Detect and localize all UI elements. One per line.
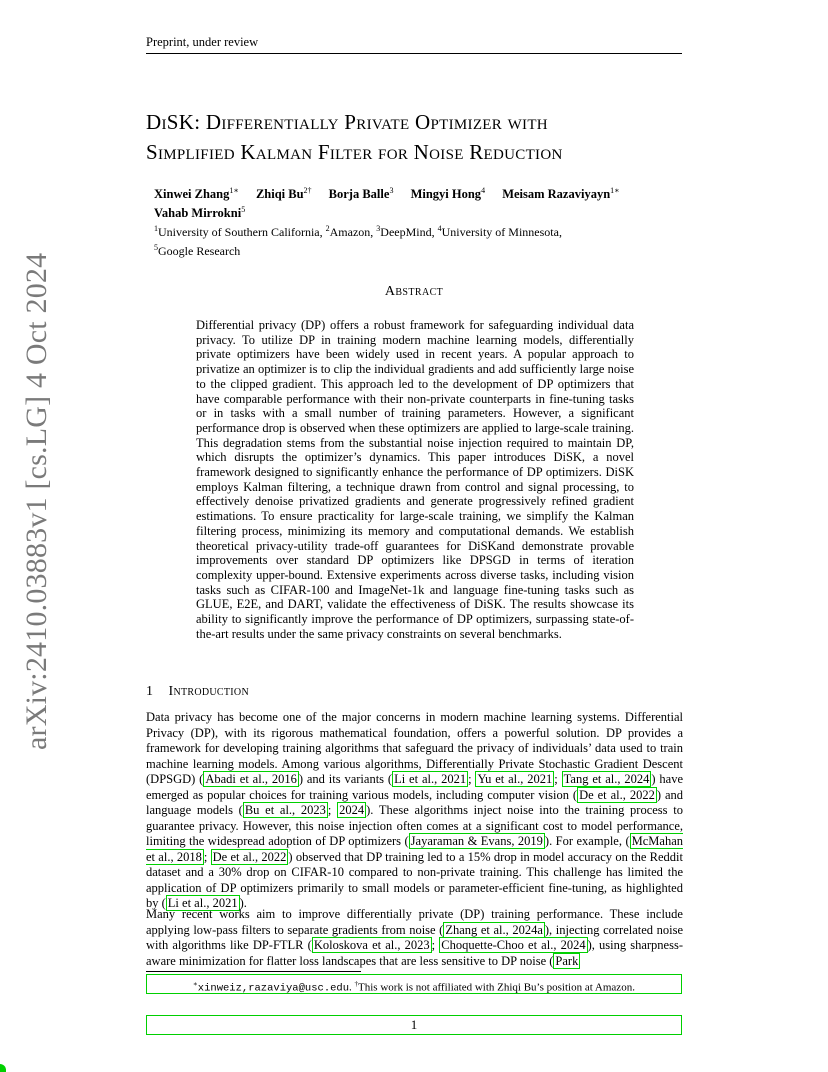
citation-link[interactable]: De et al., 2022 [579,787,655,802]
page-number[interactable]: 1 [146,1015,682,1035]
intro-paragraph-1: Data privacy has become one of the major concerns in modern machine learning systems. Differential Privacy (DP), with its rigorous mathematical foundation, offers a powerful solution. DP provides a framework for developing training algorithms that safeguard the privacy of individuals’ data used to train machine learning models. Among various algorithms, Differentially Private Stochastic Gradient Descent (DPSGD) ( Abadi et al., 2016 ) and its variants ( Li et al., 2021 ; Yu et al., 2021 ; Tang et al., 2024 ) have emerged as popular choices for training various models, including computer vision ( De et al., 2022 ) and language models ( Bu et al., 2023 ; 2024 ). These algorithms inject noise into the training process to guarantee privacy. However, this noise injection often comes at a significant cost to model performance, limiting the widespread adoption of DP optimizers ( Jayaraman & Evans, 2019 ). For example, ( McMahan et al., 2018 ; De et al., 2022 ) observed that DP training led to a 15% drop in model accuracy on the Reddit dataset and a 30% drop on CIFAR-10 compared to non-private training. This challenge has limited the application of DP optimizers primarily to small models or parameter-efficient fine-tuning, as highlighted by ( Li et al., 2021 ). [146,710,684,910]
citation-link[interactable]: Jayaraman & Evans, 2019 [410,834,543,848]
intro-paragraph-2: Many recent works aim to improve differentially private (DP) training performance. These include applying low-pass filters to separate gradients from noise ( Zhang et al., 2024a ), injecting correlated noise with algorithms like DP-FTLR ( Koloskova et al., 2023 ; Choquette-Choo et al., 2024 ), using sharpness-aware minimization for flatter loss landscapes that are less sensitive to DP noise ( Park [146,907,684,968]
citation-link[interactable]: Tang et al., 2024 [563,772,650,786]
author-names [154,183,684,221]
citation-link[interactable]: Abadi et al., 2016 [205,772,297,786]
affiliations: $^1$University of Southern California, $^2$Amazon, $^3$DeepMind, $^4$University of Minnesota, $^5$Google Research [154,224,562,259]
citation-link[interactable]: Bu et al., 2023 [244,803,326,817]
link-marker [0,1064,6,1072]
paper-title [146,107,706,167]
citation-link[interactable]: Yu et al., 2021 [477,772,553,786]
citation-link[interactable]: Park [555,953,579,968]
author: Mingyi Hong$^4$ [410,186,486,202]
author-block [154,183,684,259]
running-header [146,35,682,54]
title-line-1: DiSK: Differentially Private Optimizer with [146,110,548,134]
citation-link[interactable]: 2024 [339,803,365,817]
author: Meisam Razaviyayn$^{1∗}$ [502,186,620,202]
section-title: Introduction [168,684,249,699]
author: Zhiqi $Bu^{2\dagger}$ [255,186,312,202]
author: Xinwei Zhang$^{1∗}$ [154,186,239,202]
footnote[interactable]: ∗xinweiz,razaviya@usc.edu. †This work is not affiliated with Zhiqi Bu’s position at Amazon. [146,974,682,994]
citation-link[interactable]: Li et al., 2021 [167,896,238,910]
footnote-rule [146,971,361,972]
author: Borja Balle$^3$ [328,186,394,202]
section-number: 1 [146,684,153,699]
arxiv-identifier: arXiv:2410.03883v1 [cs.LG] 4 Oct 2024 [20,252,53,750]
citation-link[interactable]: McMahan et al., 2018 [146,834,683,864]
citation-link[interactable]: Koloskova et al., 2023 [313,938,430,952]
abstract-heading: Abstract [384,284,444,299]
citation-link[interactable]: Li et al., 2021 [394,772,467,786]
author: Vahab Mirrokni$^5$ [154,205,246,221]
section-heading [146,684,249,700]
title-line-2: Simplified Kalman Filter for Noise Reduction [146,140,563,164]
abstract-text: Differential privacy (DP) offers a robust framework for safeguarding individual data privacy. To utilize DP in training modern machine learning models, differentially private optimizers have been widely used in recent years. A popular approach to privatize an optimizer is to clip the individual gradients and add sufficiently large noise to the clipped gradient. This approach led to the development of DP optimizers that have comparable performance with their non-private counterparts in fine-tuning tasks or in tasks with a small number of training parameters. However, a significant performance drop is observed when these optimizers are applied to large-scale training. This degradation stems from the substantial noise injection required to maintain DP, which disrupts the optimizer’s dynamics. This paper introduces DiSK, a novel framework designed to significantly enhance the performance of DP optimizers. DiSK employs Kalman filtering, a technique drawn from control and signal processing, to effectively denoise privatized gradients and generate progressively refined gradient estimations. To ensure practicality for large-scale training, we simplify the Kalman filtering process, minimizing its memory and computational demands. We establish theoretical privacy-utility trade-off guarantees for DiSKand demonstrate provable improvements over standard DP optimizers like DPSGD in terms of iteration complexity upper-bound. Extensive experiments across diverse tasks, including vision tasks such as CIFAR-100 and ImageNet-1k and language fine-tuning tasks such as GLUE, E2E, and DART, validate the effectiveness of DiSK. The results showcase its ability to significantly improve the performance of DP optimizers, surpassing state-of-the-art results under the same privacy constraints on several benchmarks. [196,318,634,641]
footnote-text: This work is not affiliated with Zhiqi Bu’s position at Amazon. [358,981,635,994]
citation-link[interactable]: Choquette-Choo et al., 2024 [441,938,586,952]
citation-link[interactable]: De et al., 2022 [212,849,287,864]
author-email[interactable]: xinweiz,razaviya@usc.edu [197,982,350,995]
running-head-text: Preprint, under review [146,35,259,49]
citation-link[interactable]: Zhang et al., 2024a [445,922,543,937]
